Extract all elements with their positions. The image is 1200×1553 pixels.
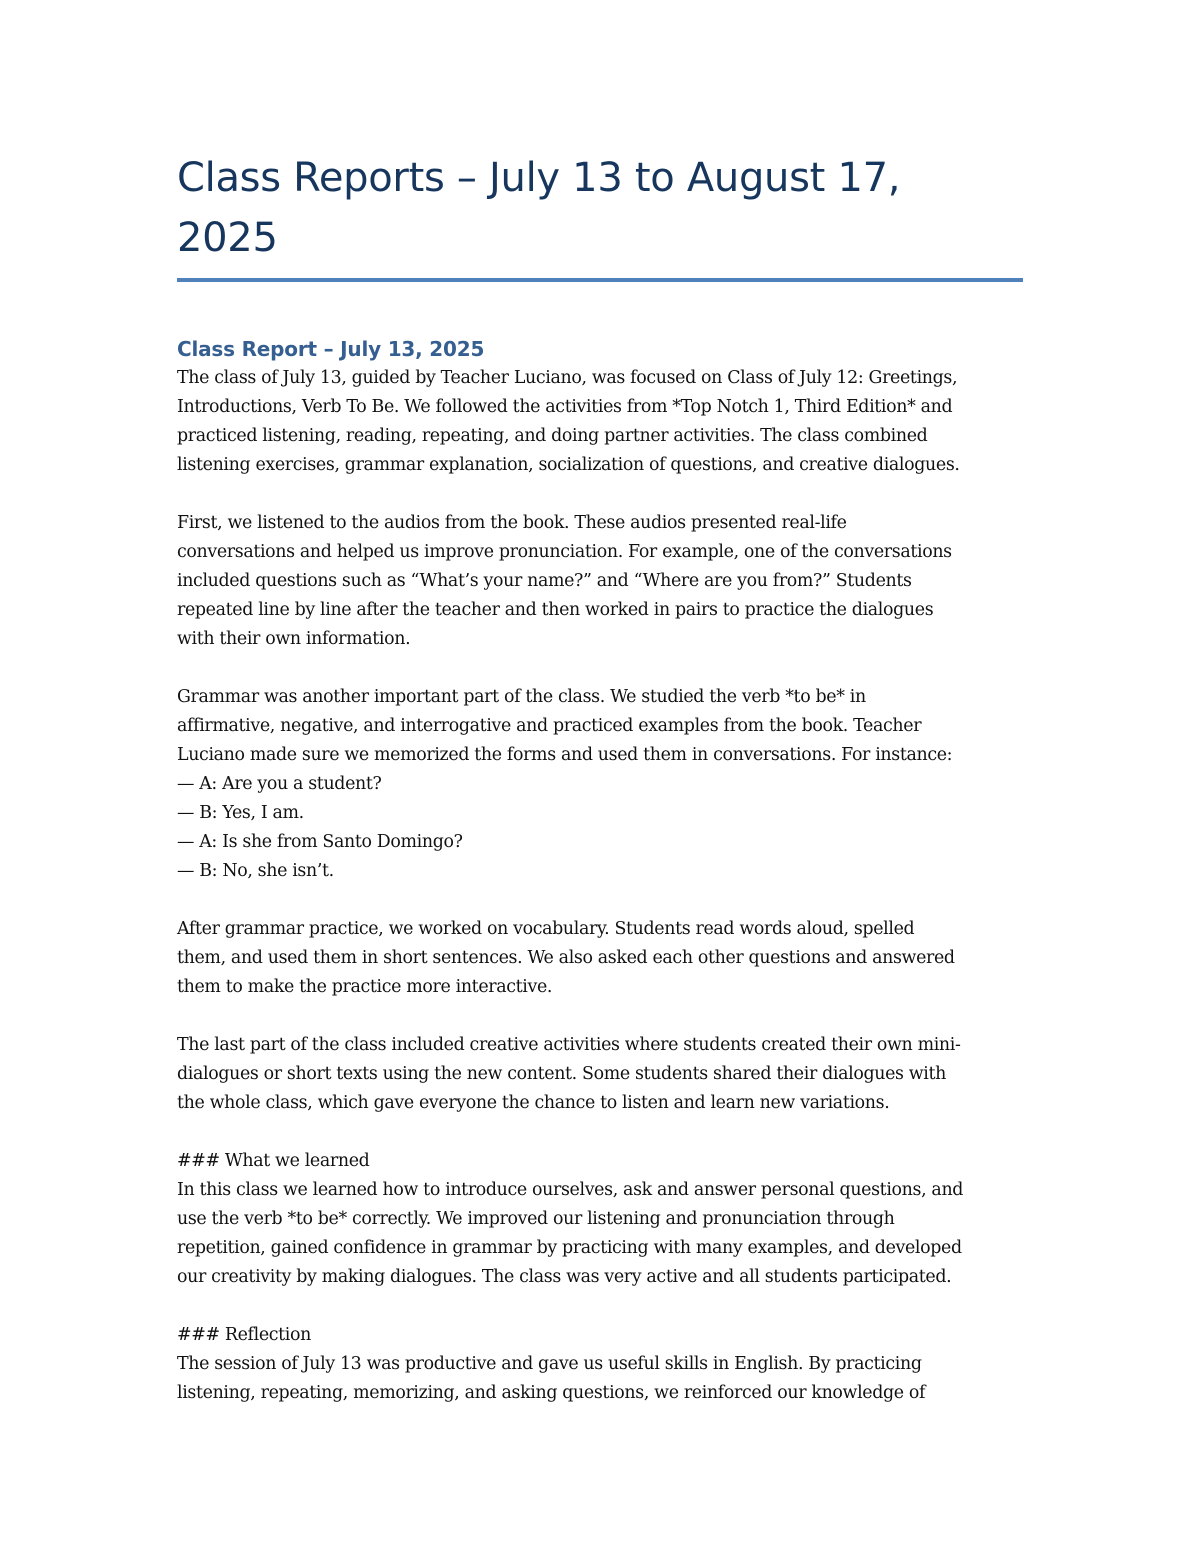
text-line: ### Reflection [177, 1325, 311, 1345]
text-line: our creativity by making dialogues. The class was very active and all students participated. [177, 1267, 952, 1287]
text-line: The last part of the class included creative activities where students created their own mini- [177, 1035, 961, 1055]
text-line: ### What we learned [177, 1151, 370, 1171]
document-body [177, 148, 1025, 1408]
text-line: them, and used them in short sentences. We also asked each other questions and answered [177, 948, 955, 968]
text-line: The session of July 13 was productive and gave us useful skills in English. By practicing [177, 1354, 922, 1374]
paragraph-5 [177, 1031, 1025, 1118]
text-line: First, we listened to the audios from the book. These audios presented real-life [177, 513, 847, 533]
text-line: Introductions, Verb To Be. We followed the activities from *Top Notch 1, Third Edition* and [177, 397, 953, 417]
text-line: conversations and helped us improve pronunciation. For example, one of the conversations [177, 542, 952, 562]
title-line-1: Class Reports – July 13 to August 17, [177, 155, 901, 201]
paragraph-spacer [177, 480, 1025, 509]
section-paragraphs [177, 364, 1025, 1408]
text-line: After grammar practice, we worked on vocabulary. Students read words aloud, spelled [177, 919, 915, 939]
text-line: — B: Yes, I am. [177, 803, 304, 823]
text-line: The class of July 13, guided by Teacher Luciano, was focused on Class of July 12: Greetings, [177, 368, 958, 388]
section-heading: Class Report – July 13, 2025 [177, 337, 485, 361]
text-line: Luciano made sure we memorized the forms and used them in conversations. For instance: [177, 745, 953, 765]
text-line: Grammar was another important part of the class. We studied the verb *to be* in [177, 687, 866, 707]
title-line-2: 2025 [177, 215, 278, 261]
paragraph-spacer [177, 1118, 1025, 1147]
paragraph-6 [177, 1147, 1025, 1292]
text-line: — A: Are you a student? [177, 774, 382, 794]
paragraph-spacer [177, 654, 1025, 683]
text-line: with their own information. [177, 629, 411, 649]
text-line: listening, repeating, memorizing, and asking questions, we reinforced our knowledge of [177, 1383, 926, 1403]
text-line: repeated line by line after the teacher and then worked in pairs to practice the dialogues [177, 600, 934, 620]
text-line: included questions such as “What’s your name?” and “Where are you from?” Students [177, 571, 912, 591]
paragraph-4 [177, 915, 1025, 1002]
text-line: listening exercises, grammar explanation, socialization of questions, and creative dialogues. [177, 455, 960, 475]
paragraph-spacer [177, 886, 1025, 915]
text-line: dialogues or short texts using the new content. Some students shared their dialogues with [177, 1064, 947, 1084]
paragraph-1 [177, 364, 1025, 480]
document-title [177, 148, 1025, 268]
text-line: — A: Is she from Santo Domingo? [177, 832, 463, 852]
text-line: In this class we learned how to introduce ourselves, ask and answer personal questions, and [177, 1180, 964, 1200]
text-line: repetition, gained confidence in grammar by practicing with many examples, and developed [177, 1238, 962, 1258]
text-line: practiced listening, reading, repeating, and doing partner activities. The class combined [177, 426, 928, 446]
text-line: — B: No, she isn’t. [177, 861, 334, 881]
text-line: affirmative, negative, and interrogative and practiced examples from the book. Teacher [177, 716, 922, 736]
title-underline [177, 278, 1023, 282]
paragraph-2 [177, 509, 1025, 654]
paragraph-3 [177, 683, 1025, 886]
text-line: use the verb *to be* correctly. We improved our listening and pronunciation through [177, 1209, 895, 1229]
text-line: the whole class, which gave everyone the chance to listen and learn new variations. [177, 1093, 890, 1113]
paragraph-spacer [177, 1292, 1025, 1321]
paragraph-spacer [177, 1002, 1025, 1031]
text-line: them to make the practice more interactive. [177, 977, 553, 997]
paragraph-7 [177, 1321, 1025, 1408]
